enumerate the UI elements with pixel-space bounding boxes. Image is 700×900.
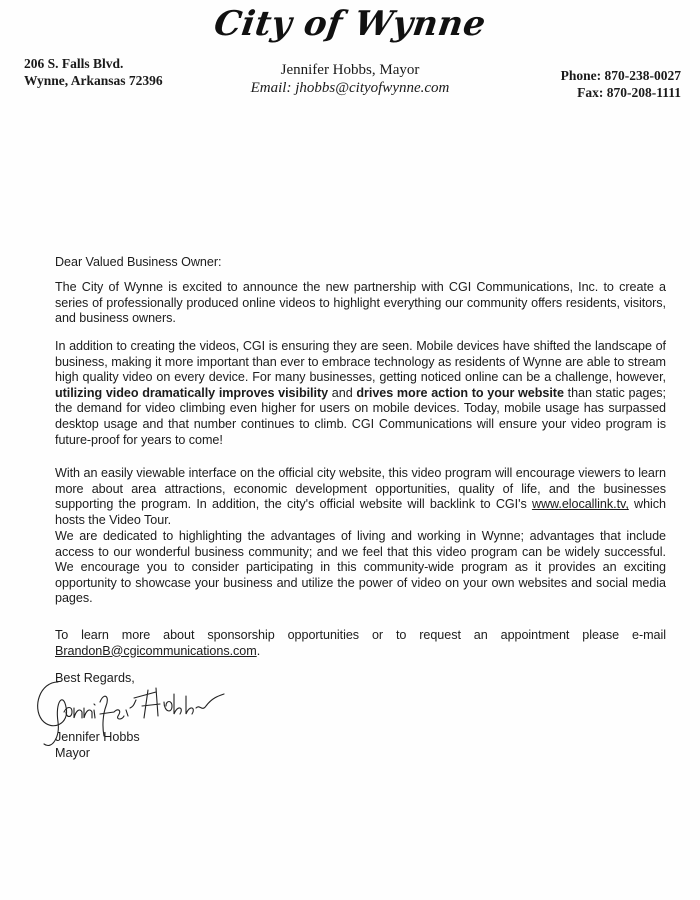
paragraph-3: [55, 466, 666, 528]
paragraph-2-text: and: [328, 385, 357, 400]
mayor-email-line: [200, 79, 500, 97]
address-line-1: 206 S. Falls Blvd.: [24, 56, 124, 71]
elocallink-link[interactable]: www.elocallink.tv,: [531, 497, 629, 512]
signer-block: [55, 730, 140, 761]
bold-phrase-visibility: utilizing video dramatically improves visibility: [55, 385, 329, 400]
mayor-name: Jennifer Hobbs, Mayor: [280, 62, 420, 78]
paragraph-1: The City of Wynne is excited to announce the new partnership with CGI Communications, Inc. to create a series of professionally produced online videos to highlight everything our community offers residents, visitors, and business owners.: [55, 280, 666, 326]
paragraph-4: We are dedicated to highlighting the advantages of living and working in Wynne; advantages that include access to our wonderful business community; and we feel that this video program can be widely successful. We encourage you to consider participating in this community-wide program as it provides an exciting opportunity to showcase your business and utilize the power of video on your own websites and social media pages.: [55, 529, 666, 606]
fax-number: Fax: 870-208-1111: [577, 85, 681, 100]
paragraph-2-text: than static pages; the demand for video climbing even higher for users on mobile devices. Today, mobile usage has surpassed desktop usage and that number continues to climb. CGI Communications will ensure your video program is future-proof for years to come!: [55, 385, 666, 447]
city-logo-title: City of Wynne: [211, 4, 489, 44]
paragraph-5-text: To learn more about sponsorship opportunities or to request an appointment please e-mail: [55, 628, 666, 642]
mayor-info: [200, 61, 500, 97]
contact-numbers: [561, 67, 681, 101]
signer-title: Mayor: [55, 745, 90, 760]
contact-email-link[interactable]: BrandonB@cgicommunications.com: [55, 643, 257, 658]
email-label: Email:: [250, 80, 296, 96]
paragraph-5: [55, 628, 666, 659]
paragraph-2: [55, 339, 666, 448]
signer-name: Jennifer Hobbs: [55, 730, 140, 744]
city-address: [24, 55, 163, 89]
salutation: Dear Valued Business Owner:: [55, 255, 222, 269]
address-line-2: Wynne, Arkansas 72396: [24, 73, 163, 88]
paragraph-3-text: which hosts the Video Tour.: [55, 497, 666, 527]
phone-number: Phone: 870-238-0027: [560, 68, 681, 83]
bold-phrase-action: drives more action to your website: [356, 385, 564, 400]
closing: Best Regards,: [55, 671, 135, 685]
mayor-email-link[interactable]: jhobbs@cityofwynne.com: [295, 80, 450, 96]
paragraph-3-text: With an easily viewable interface on the official city website, this video program will encourage viewers to learn more about area attractions, economic development opportunities, quality of life, and the businesses supporting the program. In addition, the city's official website will backlink to CGI's: [55, 466, 666, 512]
paragraph-5-text: .: [256, 643, 261, 658]
paragraph-2-text: In addition to creating the videos, CGI is ensuring they are seen. Mobile devices have shifted the landscape of business, making it more important than ever to embrace technology as residents of Wynne are able to stream high quality video on every device. For many businesses, getting noticed online can be a challenge, however,: [55, 339, 666, 385]
